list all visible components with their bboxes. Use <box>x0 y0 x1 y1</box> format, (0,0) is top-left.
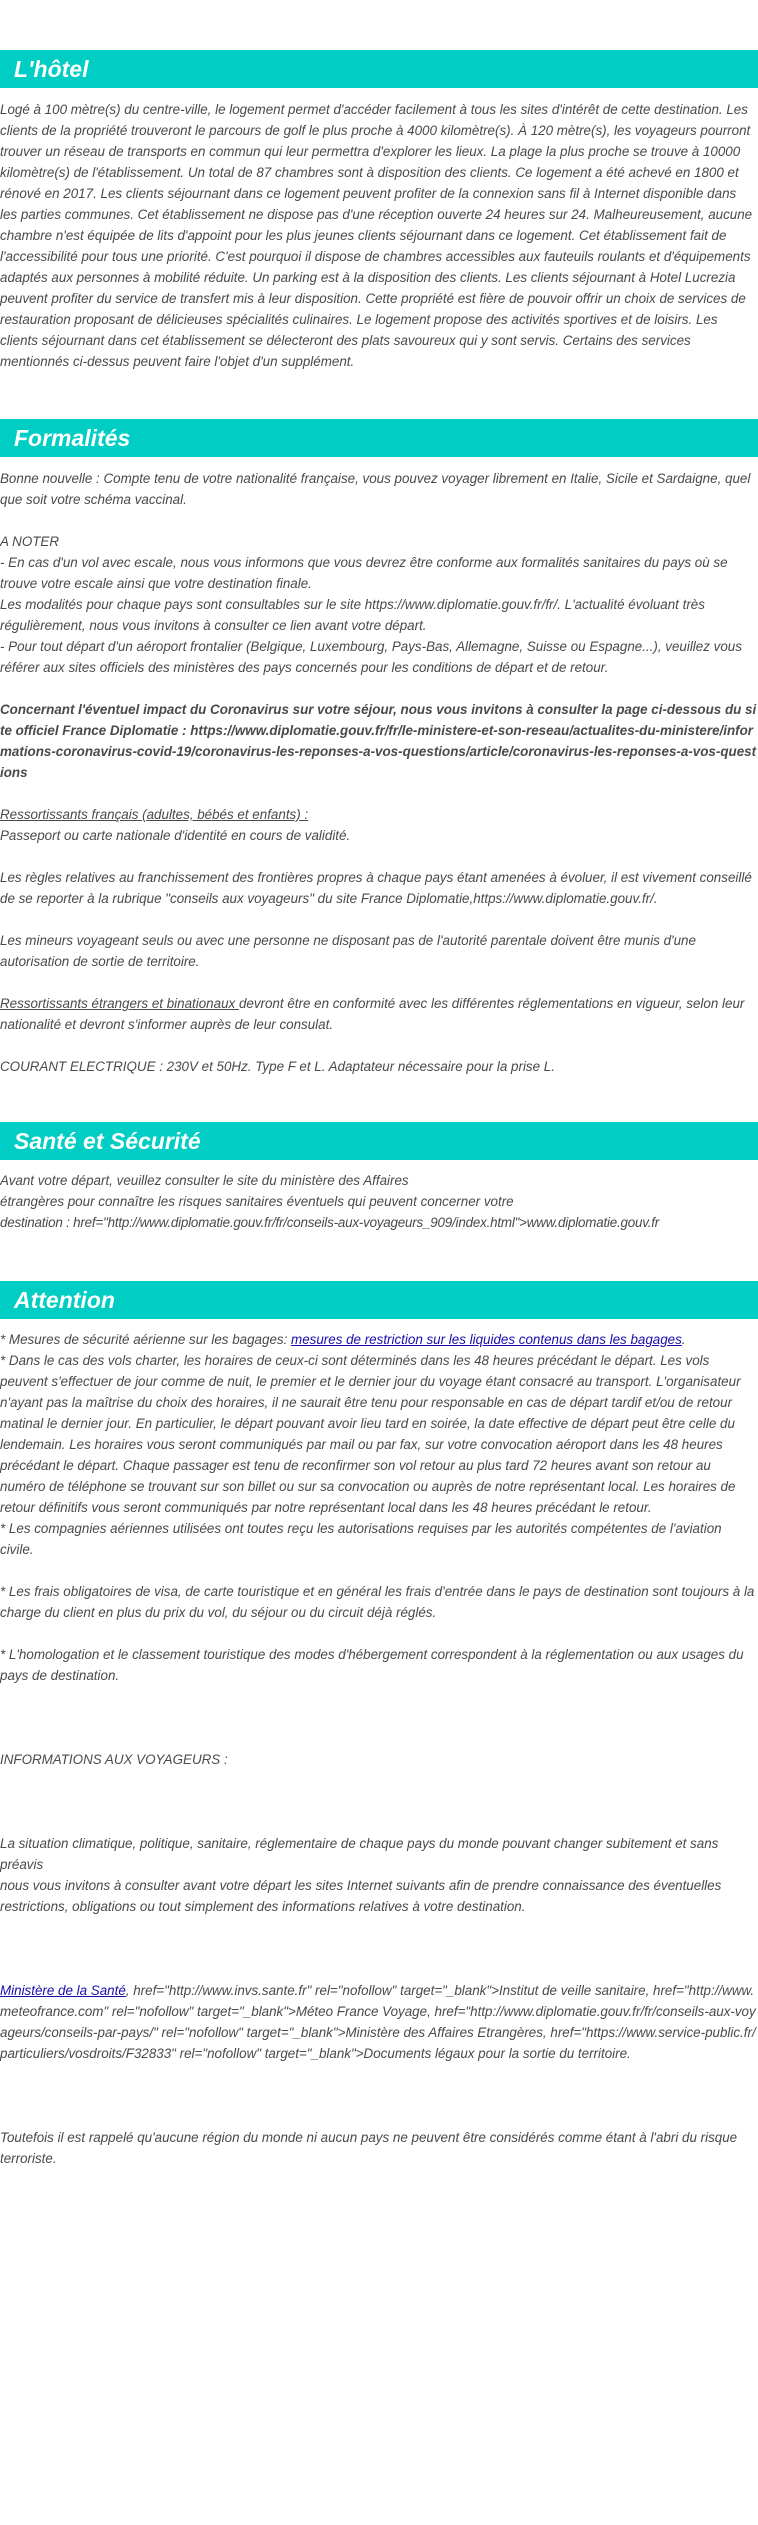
courant-electrique: COURANT ELECTRIQUE : 230V et 50Hz. Type F et L. Adaptateur nécessaire pour la prise L. <box>0 1059 555 1074</box>
attention-homologation: * L'homologation et le classement touristique des modes d'hébergement correspondent à la réglementation ou aux usages du pays de destination. <box>0 1647 744 1683</box>
attention-charter: * Dans le cas des vols charter, les horaires de ceux-ci sont déterminés dans les 48 heures précédant le départ. Les vols peuvent s'effectuer de jour comme de nuit, le premier et le dernier jour du voyage étant consacré au transport. L'organisateur n'ayant pas la maîtrise du choix des horaires, il ne saurait être tenu pour responsable en cas de départ tardif et/ou de retour matinal le dernier jour. En particulier, le départ pouvant avoir lieu tard en soirée, la date effective de départ peut être celle du lendemain. Les horaires vous seront communiqués par mail ou par fax, sur votre convocation aéroport dans les 48 heures précédant le départ. Chaque passager est tenu de reconfirmer son vol retour au plus tard 72 heures avant son retour au numéro de téléphone se trouvant sur son billet ou sur sa convocation ou auprès de notre représentant local. Les horaires de retour définitifs vous seront communiqués par notre représentant local dans les 48 heures précédant le retour. <box>0 1353 741 1515</box>
section-header-hotel: L'hôtel <box>0 50 758 88</box>
ressortissants-francais-text: Passeport ou carte nationale d'identité en cours de validité. <box>0 828 351 843</box>
formalites-content <box>0 457 758 1077</box>
formalites-covid-notice: Concernant l'éventuel impact du Coronavirus sur votre séjour, nous vous invitons à consulter la page ci-dessous du site officiel France Diplomatie : https://www.diplomatie.gouv.fr/fr/le-ministere-et-son-reseau/actualites-du-ministere/informations-coronavirus-covid-19/coronavirus-les-reponses-a-vos-questions/article/coronavirus-les-reponses-a-vos-questions <box>0 702 757 780</box>
attention-consulter: nous vous invitons à consulter avant votre départ les sites Internet suivants afin de prendre connaissance des éventuelles restrictions, obligations ou tout simplement des informations relatives à votre destination. <box>0 1878 722 1914</box>
attention-bagages-prefix: * Mesures de sécurité aérienne sur les bagages: <box>0 1332 292 1347</box>
formalites-a-noter: A NOTER <box>0 534 60 549</box>
liquides-restriction-link[interactable]: mesures de restriction sur les liquides contenus dans les bagages <box>291 1332 682 1347</box>
attention-links-text: , href="http://www.invs.sante.fr" rel="nofollow" target="_blank">Institut de veille sanitaire, href="http://www.meteofrance.com" rel="nofollow" target="_blank">Méteo France Voyage, href="http://www.diplomatie.gouv.fr/fr/conseils-aux-voyageurs/conseils-par-pays/" rel="nofollow" target="_blank">Ministère des Affaires Etrangères, href="https://www.service-public.fr/particuliers/vosdroits/F32833" rel="nofollow" target="_blank">Documents légaux pour la sortie du territoire. <box>0 1983 756 2061</box>
attention-terroriste: Toutefois il est rappelé qu'aucune région du monde ni aucun pays ne peuvent être considérés comme étant à l'abri du risque terroriste. <box>0 2130 738 2166</box>
ministere-sante-link[interactable]: Ministère de la Santé <box>0 1983 126 1998</box>
ressortissants-etrangers <box>0 993 758 1035</box>
attention-frais: * Les frais obligatoires de visa, de carte touristique et en général les frais d'entrée dans le pays de destination sont toujours à la charge du client en plus du prix du vol, du séjour ou du circuit déjà réglés. <box>0 1584 755 1620</box>
formalites-note-modalites: Les modalités pour chaque pays sont consultables sur le site https://www.diplomatie.gouv.fr/fr/. L'actualité évoluant très régulièrement, nous vous invitons à consulter ce lien avant votre départ. <box>0 597 705 633</box>
attention-bagages-suffix: . <box>681 1332 686 1347</box>
attention-links <box>0 1980 758 2064</box>
ressortissants-etrangers-heading: Ressortissants étrangers et binationaux <box>0 996 239 1011</box>
section-header-sante: Santé et Sécurité <box>0 1122 758 1160</box>
hotel-description: Logé à 100 mètre(s) du centre-ville, le logement permet d'accéder facilement à tous les sites d'intérêt de cette destination. Les clients de la propriété trouveront le parcours de golf le plus proche à 4000 kilomètre(s). À 120 mètre(s), les voyageurs pourront trouver un réseau de transports en commun qui leur permettra d'explorer les lieux. La plage la plus proche se trouve à 10000 kilomètre(s) de l'établissement. Un total de 87 chambres sont à disposition des clients. Ce logement a été achevé en 1800 et rénové en 2017. Les clients séjournant dans ce logement peuvent profiter de la connexion sans fil à Internet disponible dans les parties communes. Cet établissement ne dispose pas d'une réception ouverte 24 heures sur 24. Malheureusement, aucune chambre n'est équipée de lits d'appoint pour les plus jeunes clients séjournant dans ce logement. Cet établissement fait de l'accessibilité pour tous une priorité. C'est pourquoi il dispose de chambres accessibles aux fauteuils roulants et d'équipements adaptés aux personnes à mobilité réduite. Un parking est à la disposition des clients. Les clients séjournant à Hotel Lucrezia peuvent profiter du service de transfert mis à leur disposition. Cette propriété est fière de pouvoir offrir un choix de services de restauration proposant de délicieuses spécialités culinaires. Le logement propose des activités sportives et de loisirs. Les clients séjournant dans cet établissement se délecteront des plats savoureux qui y sont servis. Certains des services mentionnés ci-dessus peuvent faire l'objet d'un supplément. <box>0 102 753 369</box>
ressortissants-etrangers-text: devront être en conformité avec les différentes réglementations en vigueur, selon leur nationalité et devront s'informer auprès de leur consulat. <box>0 996 745 1032</box>
informations-voyageurs-heading: INFORMATIONS AUX VOYAGEURS : <box>0 1752 228 1767</box>
sante-line-2: étrangères pour connaître les risques sanitaires éventuels qui peuvent concerner votre <box>0 1194 514 1209</box>
formalites-good-news: Bonne nouvelle : Compte tenu de votre nationalité française, vous pouvez voyager librement en Italie, Sicile et Sardaigne, quel que soit votre schéma vaccinal. <box>0 471 751 507</box>
formalites-mineurs: Les mineurs voyageant seuls ou avec une personne ne disposant pas de l'autorité parentale doivent être munis d'une autorisation de sortie de territoire. <box>0 933 696 969</box>
formalites-note-aeroport: - Pour tout départ d'un aéroport frontalier (Belgique, Luxembourg, Pays-Bas, Allemagne, Suisse ou Espagne...), veuillez vous référer aux sites officiels des ministères des pays concernés pour les conditions de départ et de retour. <box>0 639 742 675</box>
sante-content <box>0 1160 758 1233</box>
section-header-attention: Attention <box>0 1281 758 1319</box>
sante-line-1: Avant votre départ, veuillez consulter le site du ministère des Affaires <box>0 1173 409 1188</box>
attention-situation: La situation climatique, politique, sanitaire, réglementaire de chaque pays du monde pouvant changer subitement et sans préavis <box>0 1836 719 1872</box>
ressortissants-francais-heading: Ressortissants français (adultes, bébés et enfants) : <box>0 807 309 822</box>
formalites-note-escale: - En cas d'un vol avec escale, nous vous informons que vous devrez être conforme aux formalités sanitaires du pays où se trouve votre escale ainsi que votre destination finale. <box>0 555 728 591</box>
sante-line-3: destination : href="http://www.diplomatie.gouv.fr/fr/conseils-aux-voyageurs_909/index.html">www.diplomatie.gouv.fr <box>0 1215 660 1230</box>
attention-content <box>0 1319 758 2169</box>
formalites-regles: Les règles relatives au franchissement des frontières propres à chaque pays étant amenées à évoluer, il est vivement conseillé de se reporter à la rubrique "conseils aux voyageurs" du site France Diplomatie,https://www.diplomatie.gouv.fr/. <box>0 870 752 906</box>
section-header-formalites: Formalités <box>0 419 758 457</box>
attention-compagnies: * Les compagnies aériennes utilisées ont toutes reçu les autorisations requises par les autorités compétentes de l'aviation civile. <box>0 1521 722 1557</box>
attention-bagages <box>0 1329 758 1350</box>
